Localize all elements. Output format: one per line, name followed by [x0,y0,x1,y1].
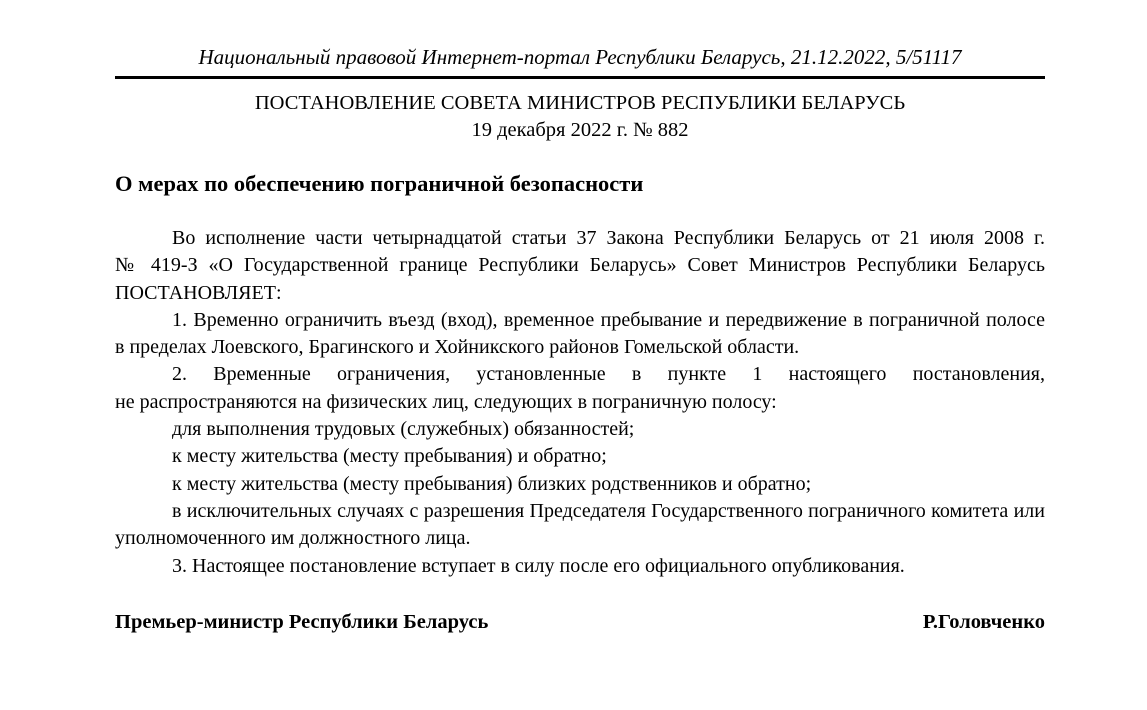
document-title: О мерах по обеспечению пограничной безопасности [115,171,644,196]
paragraph-item-a: для выполнения трудовых (служебных) обязанностей; [172,418,635,441]
signature-name: Р.Головченко [922,610,1045,633]
paragraph-preamble: Во исполнение части четырнадцатой статьи 37 Закона Республики Беларусь от 21 июля 2008 г. № 419-З «О Государственной границе Республики Беларусь» Совет Министров Республики Беларусь ПОСТАНОВЛЯЕТ: [115,227,1045,304]
source-header: Национальный правовой Интернет-портал Республики Беларусь, 21.12.2022, 5/51117 [115,44,1045,79]
document-heading-block [115,90,1045,144]
paragraph-item-b: к месту жительства (месту пребывания) и обратно; [172,445,607,468]
paragraph-item-c: к месту жительства (месту пребывания) близких родственников и обратно; [172,472,812,495]
paragraph-point-2: 2. Временные ограничения, установленные в пункте 1 настоящего постановления, не распространяются на физических лиц, следующих в пограничную полосу: [115,363,1045,413]
paragraph-point-3: 3. Настоящее постановление вступает в силу после его официального опубликования. [172,554,905,577]
document-body [115,225,1045,580]
paragraph-point-1: 1. Временно ограничить въезд (вход), временное пребывание и передвижение в пограничной полосе в пределах Лоевского, Брагинского и Хойникского районов Гомельской области. [115,308,1045,359]
paragraph-item-d: в исключительных случаях с разрешения Председателя Государственного пограничного комитета или уполномоченного им должностного лица. [115,499,1045,550]
date-number-line: 19 декабря 2022 г. № 882 [471,119,689,141]
signature-row [115,609,1045,636]
issuer-line: ПОСТАНОВЛЕНИЕ СОВЕТА МИНИСТРОВ РЕСПУБЛИКИ БЕЛАРУСЬ [254,92,906,114]
signature-position: Премьер-министр Республики Беларусь [115,610,489,633]
